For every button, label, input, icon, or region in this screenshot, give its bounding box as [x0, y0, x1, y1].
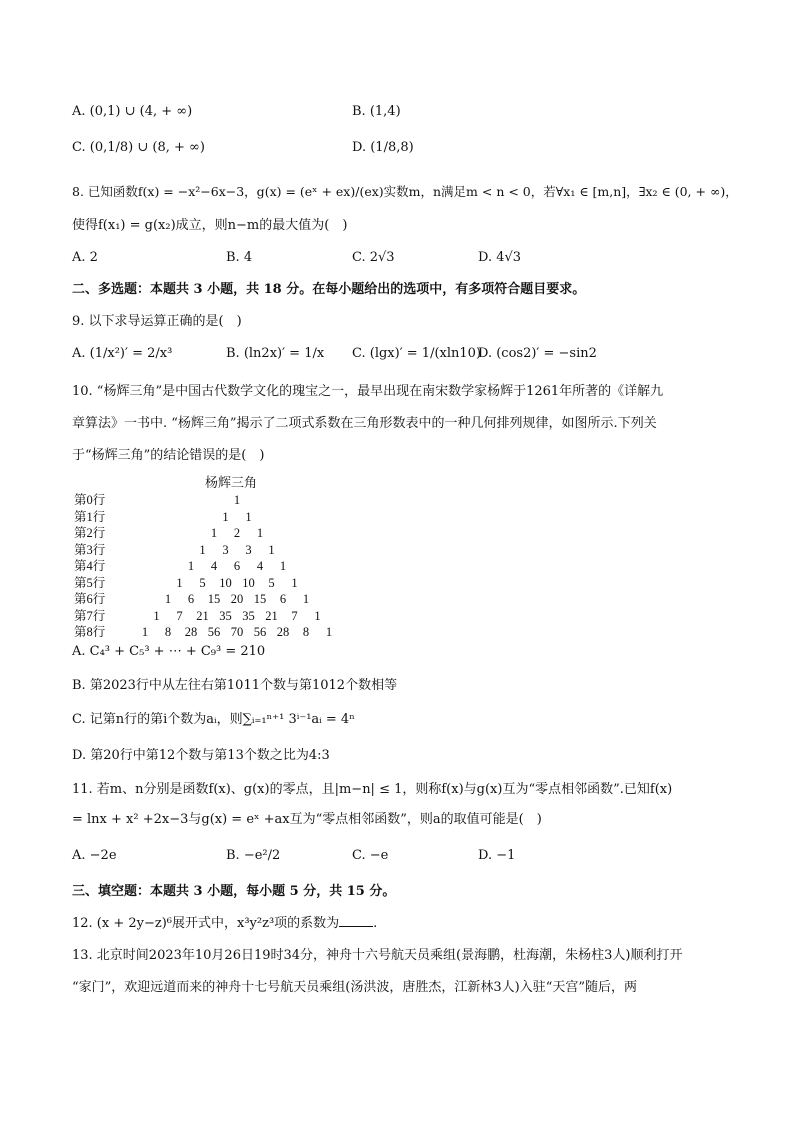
triangle-number: 2 — [233, 526, 241, 540]
triangle-number: 7 — [291, 608, 298, 623]
q13-stem-line1: 13. 北京时间2023年10月26日19时34分，神舟十六号航天员乘组(景海鹏，杜海潮，朱杨柱3人)顺利打开 — [72, 948, 683, 963]
triangle-number: 4 — [210, 559, 218, 573]
q8-option-b: B. 4 — [226, 250, 253, 265]
triangle-number: 1 — [141, 625, 149, 639]
triangle-number: 1 — [233, 493, 241, 507]
triangle-number: 6 — [233, 559, 241, 573]
triangle-number: 6 — [187, 592, 195, 606]
q8-option-a: A. 2 — [72, 250, 98, 265]
q7-option-d: D. (1/8,8) — [352, 140, 414, 155]
triangle-row — [72, 575, 432, 592]
triangle-number: 1 — [314, 608, 321, 623]
triangle-number: 5 — [199, 575, 206, 590]
triangle-row-label: 第7行 — [74, 608, 106, 623]
q10-stem-line3: 于“杨辉三角”的结论错误的是( ) — [72, 448, 265, 463]
q12-stem-text: 12. (x + 2y−z)⁶展开式中，x³y²z³项的系数为 — [72, 916, 340, 931]
triangle-row — [72, 525, 432, 542]
triangle-number: 56 — [253, 625, 267, 639]
q9-option-c: C. (lgx)′ = 1/(xln10) — [352, 346, 482, 361]
triangle-number: 1 — [302, 592, 310, 606]
triangle-number: 1 — [325, 625, 333, 639]
triangle-number: 1 — [256, 526, 264, 540]
triangle-number: 20 — [230, 592, 244, 606]
triangle-row-label: 第5行 — [74, 575, 106, 590]
triangle-row — [72, 591, 432, 608]
q10-option-a: A. C₄³ + C₅³ + ⋯ + C₉³ = 210 — [72, 644, 266, 659]
q9-option-b: B. (ln2x)′ = 1/x — [226, 346, 325, 361]
q8-option-c: C. 2√3 — [352, 250, 395, 265]
triangle-row — [72, 558, 432, 575]
triangle-number: 5 — [268, 575, 275, 590]
triangle-row-label: 第3行 — [74, 542, 106, 557]
q11-option-a: A. −2e — [72, 848, 117, 863]
q9-stem: 9. 以下求导运算正确的是( ) — [72, 314, 242, 329]
triangle-number: 1 — [222, 509, 229, 524]
triangle-number: 15 — [207, 592, 221, 606]
triangle-row — [72, 492, 432, 509]
triangle-number: 1 — [291, 575, 298, 590]
q11-option-c: C. −e — [352, 848, 389, 863]
triangle-number: 1 — [164, 592, 172, 606]
q7-option-c: C. (0,1/8) ∪ (8, + ∞) — [72, 140, 205, 155]
triangle-number: 1 — [153, 608, 160, 623]
triangle-row-label: 第6行 — [74, 592, 106, 606]
triangle-number: 1 — [245, 509, 252, 524]
section-heading-multiple-choice: 二、多选题：本题共 3 小题，共 18 分。在每小题给出的选项中，有多项符合题目要求。 — [72, 282, 586, 297]
triangle-number: 4 — [256, 559, 264, 573]
section-heading-fill-in: 三、填空题：本题共 3 小题，每小题 5 分，共 15 分。 — [72, 884, 396, 899]
q7-option-a: A. (0,1) ∪ (4, + ∞) — [72, 104, 193, 119]
exam-page — [72, 0, 738, 1123]
triangle-number: 6 — [279, 592, 287, 606]
triangle-number: 1 — [268, 542, 275, 557]
triangle-row — [72, 509, 432, 526]
triangle-number: 21 — [196, 608, 209, 623]
q10-stem-line2: 章算法》一书中. “杨辉三角”揭示了二项式系数在三角形数表中的一种几何排列规律，如图所示.下列关 — [72, 416, 657, 431]
triangle-row-label: 第4行 — [74, 559, 106, 573]
triangle-number: 1 — [187, 559, 195, 573]
triangle-number: 3 — [245, 542, 252, 557]
triangle-title: 杨辉三角 — [205, 476, 258, 491]
q11-option-d: D. −1 — [478, 848, 516, 863]
triangle-number: 21 — [265, 608, 278, 623]
q11-option-b: B. −e²/2 — [226, 848, 281, 863]
triangle-number: 1 — [279, 559, 287, 573]
triangle-row-label: 第8行 — [74, 625, 106, 639]
triangle-number: 1 — [176, 575, 183, 590]
triangle-number: 8 — [302, 625, 310, 639]
q8-option-d: D. 4√3 — [478, 250, 522, 265]
triangle-number: 70 — [230, 625, 244, 639]
triangle-row — [72, 624, 432, 641]
q9-option-d: D. (cos2)′ = −sin2 — [478, 346, 597, 361]
triangle-row — [72, 608, 432, 625]
triangle-number: 3 — [222, 542, 229, 557]
triangle-number: 35 — [242, 608, 255, 623]
q9-option-a: A. (1/x²)′ = 2/x³ — [72, 346, 173, 361]
triangle-number: 10 — [219, 575, 232, 590]
triangle-row — [72, 542, 432, 559]
q12-stem — [72, 914, 377, 934]
triangle-row-label: 第0行 — [74, 493, 106, 507]
triangle-number: 28 — [184, 625, 198, 639]
q8-stem-line2: 使得f(x₁) = g(x₂)成立，则n−m的最大值为( ) — [72, 218, 348, 233]
q11-stem-line2: = lnx + x² +2x−3与g(x) = eˣ +ax互为“零点相邻函数”，则a的取值可能是( ) — [72, 812, 542, 827]
q11-stem-line1: 11. 若m、n分别是函数f(x)、g(x)的零点，且|m−n| ≤ 1，则称f(x)与g(x)互为“零点相邻函数”.已知f(x) — [72, 782, 673, 797]
q12-answer-blank — [339, 914, 373, 927]
q10-option-d: D. 第20行中第12个数与第13个数之比为4:3 — [72, 748, 330, 763]
triangle-number: 28 — [276, 625, 290, 639]
q7-option-b: B. (1,4) — [352, 104, 401, 119]
triangle-number: 1 — [199, 542, 206, 557]
q10-stem-line1: 10. “杨辉三角”是中国古代数学文化的瑰宝之一，最早出现在南宋数学家杨辉于1261年所著的《详解九 — [72, 384, 664, 399]
triangle-number: 10 — [242, 575, 255, 590]
q10-option-c: C. 记第n行的第i个数为aᵢ，则∑ᵢ₌₁ⁿ⁺¹ 3ⁱ⁻¹aᵢ = 4ⁿ — [72, 712, 355, 727]
q13-stem-line2: “家门”，欢迎远道而来的神舟十七号航天员乘组(汤洪波，唐胜杰，江新林3人)入驻“天宫”随后，两 — [72, 980, 637, 995]
triangle-row-label: 第1行 — [74, 509, 106, 524]
q10-option-b: B. 第2023行中从左往右第1011个数与第1012个数相等 — [72, 678, 398, 693]
triangle-number: 1 — [210, 526, 218, 540]
triangle-number: 7 — [176, 608, 183, 623]
triangle-number: 56 — [207, 625, 221, 639]
q12-stem-end: . — [373, 916, 378, 931]
q8-stem-line1: 8. 已知函数f(x) = −x²−6x−3，g(x) = (eˣ + ex)/(ex)实数m，n满足m < n < 0，若∀x₁ ∈ [m,n]，∃x₂ ∈ (0, + ∞)， — [72, 184, 738, 199]
triangle-number: 15 — [253, 592, 267, 606]
triangle-number: 35 — [219, 608, 232, 623]
triangle-number: 8 — [164, 625, 172, 639]
triangle-row-label: 第2行 — [74, 526, 106, 540]
